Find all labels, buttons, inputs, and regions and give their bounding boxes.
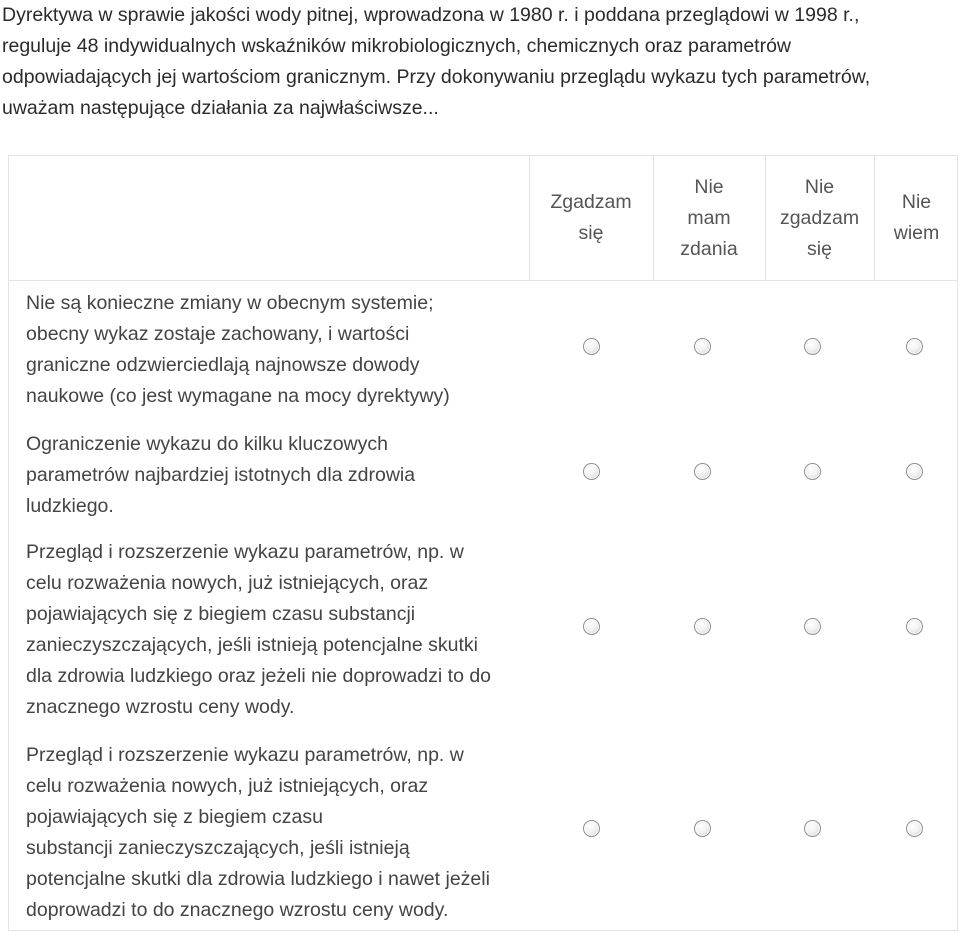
intro-line: Dyrektywa w sprawie jakości wody pitnej, wprowadzona w 1980 r. i poddana przeglądowi w 1998 r., [2,4,860,26]
radio-disagree[interactable] [804,338,821,355]
radio-no-opinion[interactable] [694,618,711,635]
question-row [9,537,957,727]
column-header-line: zgadzam [779,206,860,229]
column-header-disagree [767,156,872,280]
radio-agree[interactable] [583,820,600,837]
intro-text [2,0,952,124]
question-line: obecny wykaz zostaje zachowany, i wartości [26,323,410,345]
question-label [26,429,496,522]
question-line: potencjalne skutki dla zdrowia ludzkiego i nawet jeżeli [26,868,490,890]
question-row [9,429,957,529]
radio-no-opinion[interactable] [694,338,711,355]
intro-line: odpowiadających jej wartościom granicznym. Przy dokonywaniu przeglądu wykazu tych parametrów, [2,66,871,88]
radio-disagree[interactable] [804,820,821,837]
question-label [26,288,496,412]
radio-agree[interactable] [583,338,600,355]
question-row [9,740,957,930]
column-header-line: Nie [694,175,724,198]
question-line: naukowe (co jest wymagane na mocy dyrektywy) [26,385,450,407]
radio-dont-know[interactable] [906,463,923,480]
question-line: Nie są konieczne zmiany w obecnym systemie; [26,292,434,314]
question-line: parametrów najbardziej istotnych dla zdrowia [26,464,416,486]
question-line: pojawiających się z biegiem czasu [26,806,323,828]
radio-no-opinion[interactable] [694,820,711,837]
question-row [9,288,957,420]
question-line: graniczne odzwierciedlają najnowsze dowody [26,354,420,376]
intro-line: reguluje 48 indywidualnych wskaźników mikrobiologicznych, chemicznych oraz parametrów [2,35,792,57]
header-divider [653,156,654,280]
radio-disagree[interactable] [804,618,821,635]
question-line: zanieczyszczających, jeśli istnieją potencjalne skutki [26,634,478,656]
question-line: substancji zanieczyszczających, jeśli istnieją [26,837,410,859]
column-header-no-opinion [655,156,763,280]
radio-disagree[interactable] [804,463,821,480]
question-label [26,740,496,926]
radio-no-opinion[interactable] [694,463,711,480]
column-header-line: zdania [680,237,738,260]
radio-dont-know[interactable] [906,820,923,837]
question-line: celu rozważenia nowych, już istniejących, oraz [26,572,429,594]
radio-agree[interactable] [583,618,600,635]
column-header-line: Nie [901,191,932,213]
question-line: Przegląd i rozszerzenie wykazu parametrów, np. w [26,744,464,766]
question-line: Ograniczenie wykazu do kilku kluczowych [26,433,388,455]
radio-dont-know[interactable] [906,338,923,355]
intro-line: uważam następujące działania za najwłaściwsze... [2,97,439,119]
question-line: pojawiających się z biegiem czasu substancji [26,603,416,625]
column-header-line: Zgadzam [550,191,632,213]
likert-matrix [8,155,958,931]
column-header-dont-know [876,156,957,280]
radio-dont-know[interactable] [906,618,923,635]
radio-agree[interactable] [583,463,600,480]
column-header-line: Nie [804,175,835,198]
column-header-agree [531,156,651,280]
question-line: doprowadzi to do znacznego wzrostu ceny wody. [26,899,449,921]
header-divider [529,156,530,280]
header-divider [874,156,875,280]
column-header-line: się [807,237,832,260]
question-line: Przegląd i rozszerzenie wykazu parametrów, np. w [26,541,464,563]
question-label [26,537,496,723]
column-header-line: wiem [893,222,940,244]
column-header-line: mam [687,206,731,229]
question-line: ludzkiego. [26,495,114,517]
column-header-line: się [578,222,604,244]
question-line: znacznego wzrostu ceny wody. [26,696,295,718]
question-line: dla zdrowia ludzkiego oraz jeżeli nie doprowadzi to do [26,665,492,687]
header-bottom-border [9,280,957,281]
header-divider [765,156,766,280]
question-line: celu rozważenia nowych, już istniejących, oraz [26,775,429,797]
